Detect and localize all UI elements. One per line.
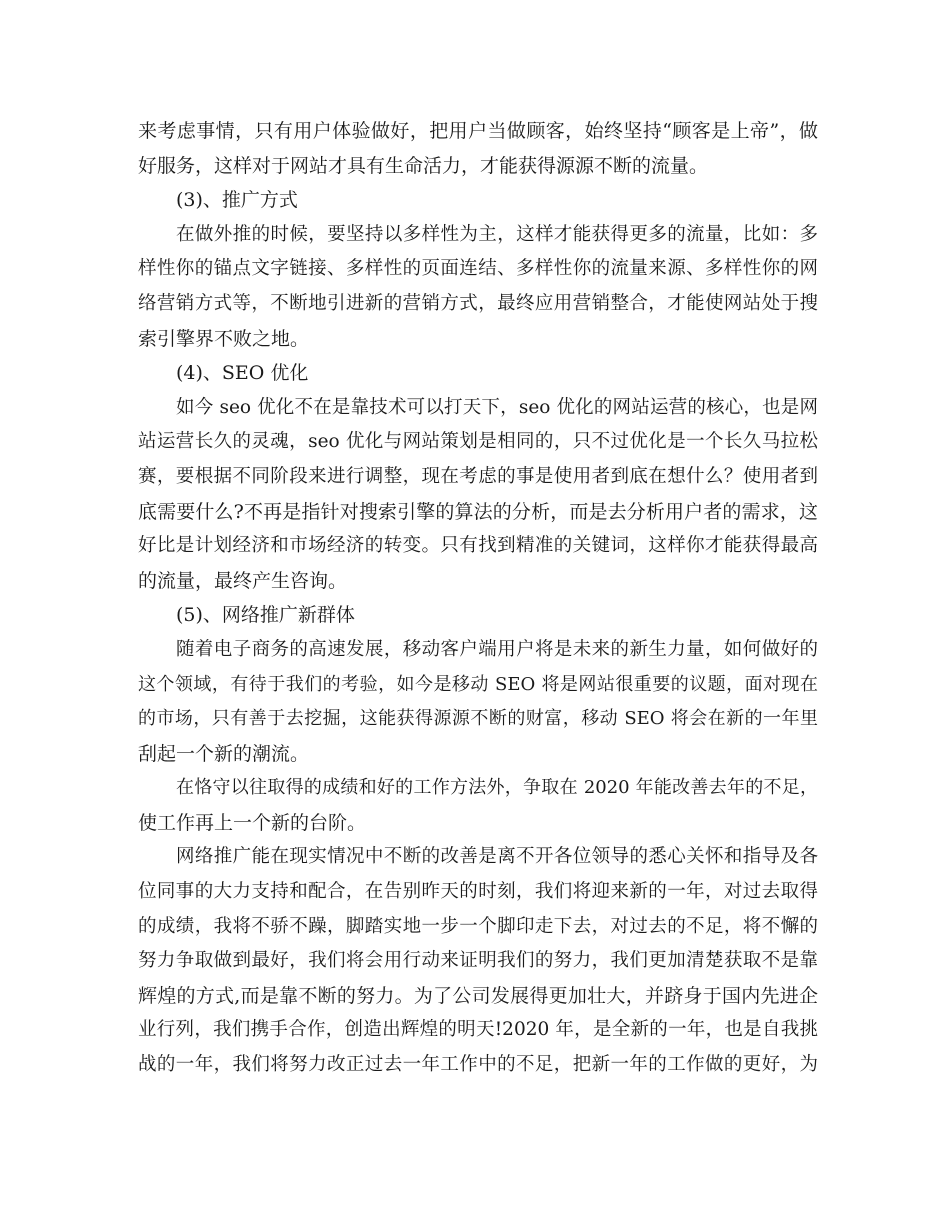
text-line: 网络推广能在现实情况中不断的改善是离不开各位领导的悉心关怀和指导及各 [176,846,818,868]
text-line: 站运营长久的灵魂，seo 优化与网站策划是相同的，只不过优化是一个长久马拉松 [138,431,818,453]
text-line: 样性你的锚点文字链接、多样性的页面连结、多样性你的流量来源、多样性你的网 [138,258,818,280]
text-line: 的流量，最终产生咨询。 [138,569,348,592]
text-line: 战的一年，我们将努力改正过去一年工作中的不足，把新一年的工作做的更好，为 [138,1054,818,1076]
text-line: 使工作再上一个新的台阶。 [138,811,367,834]
text-line: (3)、推广方式 [176,189,298,212]
text-line: 刮起一个新的潮流。 [138,742,310,765]
text-line: 如今 seo 优化不在是靠技术可以打天下，seo 优化的网站运营的核心，也是网 [176,396,818,418]
document-body [138,114,818,1083]
text-line: 的成绩，我将不骄不躁，脚踏实地一步一个脚印走下去，对过去的不足，将不懈的 [138,915,818,937]
text-line: (5)、网络推广新群体 [176,604,355,627]
text-line: 来考虑事情，只有用户体验做好，把用户当做顾客，始终坚持“顾客是上帝”，做 [138,120,818,142]
text-line: 辉煌的方式,而是靠不断的努力。为了公司发展得更加壮大，并跻身于国内先进企 [138,984,818,1007]
text-line: 业行列，我们携手合作，创造出辉煌的明天!2020 年，是全新的一年，也是自我挑 [138,1019,818,1041]
text-line: 好比是计划经济和市场经济的转变。只有找到精准的关键词，这样你才能获得最高 [138,535,818,557]
text-line: 在恪守以往取得的成绩和好的工作方法外，争取在 2020 年能改善去年的不足， [176,777,818,799]
text-line: (4)、SEO 优化 [176,362,309,385]
text-line: 的市场，只有善于去挖掘，这能获得源源不断的财富，移动 SEO 将会在新的一年里 [138,708,818,730]
text-line: 这个领域，有待于我们的考验，如今是移动 SEO 将是网站很重要的议题，面对现在 [138,673,818,695]
text-line: 努力争取做到最好，我们将会用行动来证明我们的努力，我们更加清楚获取不是靠 [138,950,818,972]
text-line: 好服务，这样对于网站才具有生命活力，才能获得源源不断的流量。 [138,154,709,177]
text-line: 随着电子商务的高速发展，移动客户端用户将是未来的新生力量，如何做好的 [176,638,818,660]
text-line: 络营销方式等，不断地引进新的营销方式，最终应用营销整合，才能使网站处于搜 [138,292,818,314]
text-line: 赛，要根据不同阶段来进行调整，现在考虑的事是使用者到底在想什么？使用者到 [138,465,818,487]
text-line: 底需要什么?不再是指针对搜索引擎的算法的分析，而是去分析用户者的需求，这 [138,500,818,523]
text-line: 索引擎界不败之地。 [138,327,310,350]
text-line: 在做外推的时候，要坚持以多样性为主，这样才能获得更多的流量，比如：多 [176,223,818,245]
text-line: 位同事的大力支持和配合，在告别昨天的时刻，我们将迎来新的一年，对过去取得 [138,881,818,903]
